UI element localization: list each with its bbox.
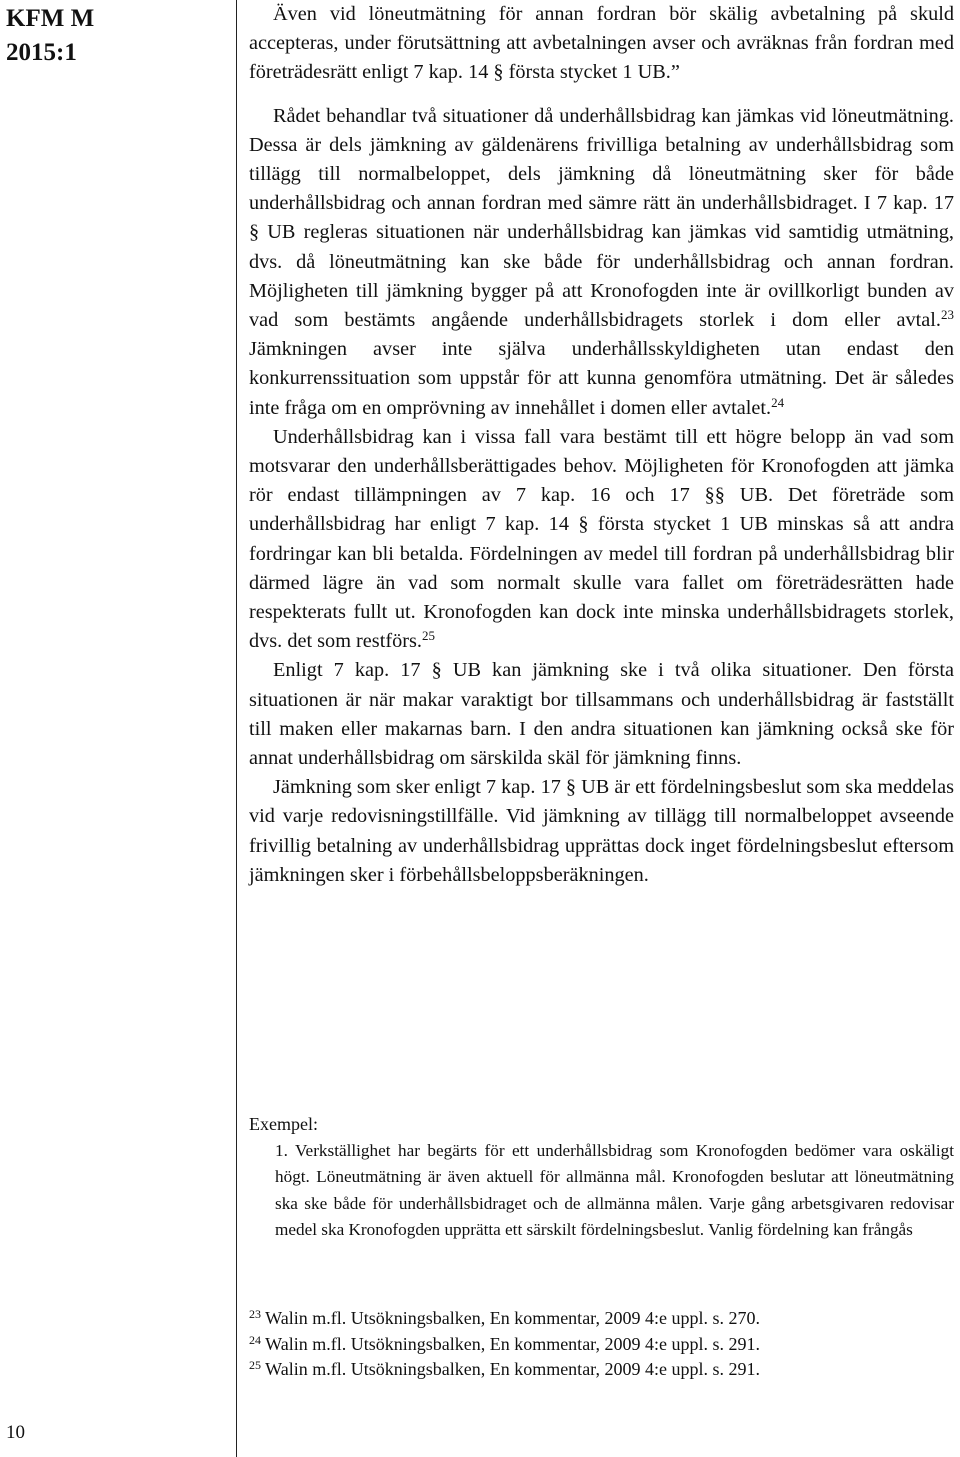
footnote-24 <box>249 1332 954 1358</box>
example-box <box>249 1111 954 1244</box>
paragraph-text: Jämkningen avser inte själva underhållsskyldigheten utan endast den konkurrenssituation som uppstår för att kunna genomföra utmätning. Det är således inte fråga om en omprövning av innehållet i domen eller avtalet. <box>249 338 954 419</box>
left-margin-column <box>0 0 237 1457</box>
paragraph-two-situations: Enligt 7 kap. 17 § UB kan jämkning ske i två olika situationer. Den första situationen är när makar varaktigt bor tillsammans och underhållsbidrag är fastställt till maken eller makarnas barn. I den andra situationen kan jämkning också ske för annat underhållsbidrag om särskilda skäl för jämkning finns. <box>249 659 954 770</box>
footnote-text: Walin m.fl. Utsökningsbalken, En kommentar, 2009 4:e uppl. s. 291. <box>261 1359 760 1379</box>
footnote-ref-24[interactable]: 24 <box>771 394 785 410</box>
paragraph-higher-amount <box>249 423 954 657</box>
footnote-ref-23[interactable]: 23 <box>941 307 954 323</box>
document-identifier <box>6 2 94 70</box>
footnote-25 <box>249 1357 954 1383</box>
body-text <box>249 0 954 890</box>
footnote-text: Walin m.fl. Utsökningsbalken, En kommentar, 2009 4:e uppl. s. 270. <box>261 1308 760 1328</box>
paragraph-text: Underhållsbidrag kan i vissa fall vara bestämt till ett högre belopp än vad som motsvarar den underhållsberättigades behov. Möjligheten för Kronofogden att jämka rör endast tillämpningen av 7 kap. 16 och 17 §§ UB. Det företräde som underhållsbidrag har enligt 7 kap. 14 § första stycket 1 UB minskas så att andra fordringar kan bli betalda. Fördelningen av medel till fordran på underhållsbidrag blir därmed lägre än vad som normalt skulle vara fallet om företrädesrätten hade respekterats fullt ut. Kronofogden kan dock inte minska underhållsbidragets storlek, dvs. det som restförs. <box>249 425 954 653</box>
footnote-ref-25[interactable]: 25 <box>421 628 435 644</box>
paragraph-situations <box>249 102 954 423</box>
footnote-number: 24 <box>249 1332 261 1347</box>
footnote-text: Walin m.fl. Utsökningsbalken, En kommentar, 2009 4:e uppl. s. 291. <box>261 1333 760 1354</box>
example-heading: Exempel: <box>249 1114 318 1134</box>
footnote-23 <box>249 1306 954 1332</box>
document-number: 2015:1 <box>6 39 77 66</box>
paragraph-quote-end: Även vid löneutmätning för annan fordran bör skälig avbetalning på skuld accepteras, under förutsättning att avbetalningen avser och avräknas från fordran med företrädesrätt enligt 7 kap. 14 § första stycket 1 UB.” <box>249 3 954 84</box>
footnote-number: 25 <box>249 1358 261 1372</box>
page-number: 10 <box>6 1422 25 1443</box>
footnote-number: 23 <box>249 1307 261 1321</box>
footnotes <box>249 1306 954 1383</box>
paragraph-text: Rådet behandlar två situationer då underhållsbidrag kan jämkas vid löneutmätning. Dessa är dels jämkning av gäldenärens frivilliga betalning av underhållsbidrag som tillägg till normalbeloppet, dels jämkning då löneutmätning sker för både underhållsbidrag och annan fordran med sämre rätt än underhållsbidraget. I 7 kap. 17 § UB regleras situationen när underhållsbidrag kan jämkas vid samtidig utmätning, dvs. då löneutmätning kan ske både för underhållsbidrag och annan fordran. Möjligheten till jämkning bygger på att Kronofogden inte är ovillkorligt bunden av vad som bestämts angående underhållsbidragets storlek i dom eller avtal. <box>249 104 954 332</box>
document-series: KFM M <box>6 5 95 32</box>
example-text: 1. Verkställighet har begärts för ett underhållsbidrag som Kronofogden bedömer vara oskäligt högt. Löneutmätning är även aktuell för allmänna mål. Kronofogden beslutar att löneutmätning ska ske både för underhållsbidraget och de allmänna målen. Varje gång arbetsgivaren redovisar medel ska Kronofogden upprätta ett särskilt fördelningsbeslut. Vanlig fördelning kan frångås <box>275 1140 954 1239</box>
paragraph-distribution-decision: Jämkning som sker enligt 7 kap. 17 § UB är ett fördelningsbeslut som ska meddelas vid varje redovisningstillfälle. Vid jämkning av tillägg till normalbeloppet avseende frivillig betalning av underhållsbidrag upprättas dock inget fördelningsbeslut eftersom jämkningen sker i förbehållsbeloppsberäkningen. <box>249 776 955 886</box>
